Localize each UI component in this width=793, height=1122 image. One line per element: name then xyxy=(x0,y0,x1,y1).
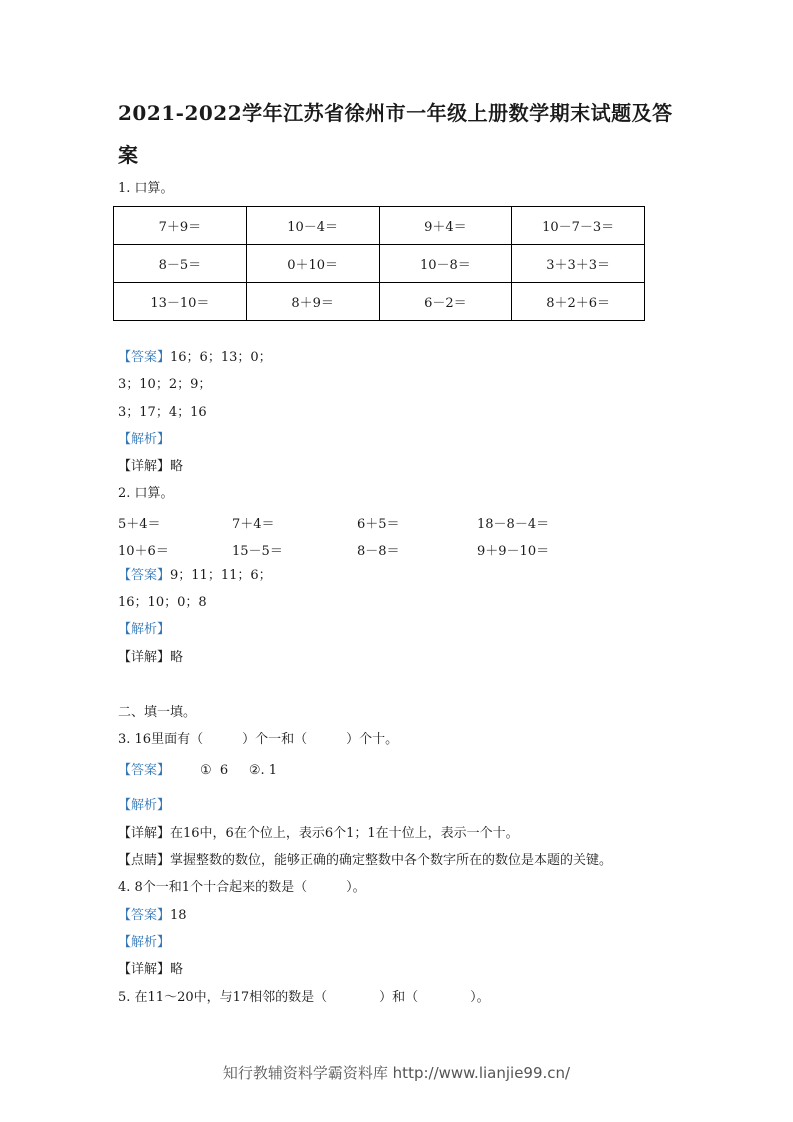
detail-tag: 【详解】 xyxy=(118,962,171,977)
q2-item: 6＋5＝ xyxy=(357,517,400,532)
detail-text: 略 xyxy=(170,650,184,665)
q1-answer xyxy=(118,349,272,367)
q3-prompt: 3. 16里面有（ ）个一和（ ）个十。 xyxy=(118,732,399,747)
q2-item: 7＋4＝ xyxy=(232,517,275,532)
answer-text: 9；11；11；6； xyxy=(170,568,272,583)
q2-item: 10＋6＝ xyxy=(118,544,169,559)
answer-tag: 【答案】 xyxy=(118,350,171,365)
table-cell: 8－5＝ xyxy=(114,245,247,283)
q4-detail xyxy=(118,961,183,979)
answer-tag: 【答案】 xyxy=(118,908,171,923)
table-cell: 10－4＝ xyxy=(246,207,379,245)
q5-prompt: 5. 在11～20中，与17相邻的数是（ ）和（ ）。 xyxy=(118,990,490,1005)
q4-prompt: 4. 8个一和1个十合起来的数是（ ）。 xyxy=(118,880,366,895)
q3-detail xyxy=(118,825,519,843)
table-cell: 10－8＝ xyxy=(379,245,512,283)
table-row xyxy=(114,245,645,283)
answer-tag: 【答案】 xyxy=(118,568,171,583)
detail-tag: 【详解】 xyxy=(118,650,171,665)
q3-answer xyxy=(118,762,277,780)
q2-analysis-tag: 【解析】 xyxy=(118,622,171,637)
table-cell: 6－2＝ xyxy=(379,283,512,321)
q2-detail xyxy=(118,649,183,667)
table-cell: 3＋3＋3＝ xyxy=(512,245,645,283)
answer-text: 18 xyxy=(170,908,187,923)
q4-answer xyxy=(118,907,187,925)
q2-item: 18－8－4＝ xyxy=(477,517,550,532)
table-cell: 9＋4＝ xyxy=(379,207,512,245)
answer-text: ① 6 ②. 1 xyxy=(200,763,278,778)
table-row xyxy=(114,207,645,245)
tip-text: 掌握整数的数位，能够正确的确定整数中各个数字所在的数位是本题的关键。 xyxy=(170,853,613,868)
detail-text: 略 xyxy=(170,459,184,474)
q2-answer-line-2: 16；10；0；8 xyxy=(118,595,207,610)
q2-answer xyxy=(118,567,272,585)
detail-text: 略 xyxy=(170,962,184,977)
table-cell: 10－7－3＝ xyxy=(512,207,645,245)
detail-text: 在16中，6在个位上，表示6个1；1在十位上，表示一个十。 xyxy=(170,826,519,841)
answer-tag: 【答案】 xyxy=(118,763,171,778)
document-title: 2021-2022学年江苏省徐州市一年级上册数学期末试题及答案 xyxy=(118,101,673,167)
q4-analysis-tag: 【解析】 xyxy=(118,935,171,950)
q1-answer-line-3: 3；17；4；16 xyxy=(118,405,207,420)
q1-prompt: 1. 口算。 xyxy=(118,181,174,196)
answer-text: 16；6；13；0； xyxy=(170,350,272,365)
q2-item: 15－5＝ xyxy=(232,544,283,559)
detail-tag: 【详解】 xyxy=(118,826,171,841)
q2-item: 5＋4＝ xyxy=(118,517,161,532)
table-cell: 13－10＝ xyxy=(114,283,247,321)
section-heading: 二、填一填。 xyxy=(118,705,197,720)
q2-item: 8－8＝ xyxy=(357,544,400,559)
table-cell: 8＋2＋6＝ xyxy=(512,283,645,321)
table-cell: 8＋9＝ xyxy=(246,283,379,321)
q3-analysis-tag: 【解析】 xyxy=(118,798,171,813)
table-cell: 0＋10＝ xyxy=(246,245,379,283)
table-row xyxy=(114,283,645,321)
q1-answer-line-2: 3；10；2；9； xyxy=(118,377,212,392)
footer-watermark: 知行教辅资料学霸资料库 http://www.lianjie99.cn/ xyxy=(222,1064,571,1082)
q1-analysis-tag: 【解析】 xyxy=(118,432,171,447)
detail-tag: 【详解】 xyxy=(118,459,171,474)
q2-prompt: 2. 口算。 xyxy=(118,486,174,501)
q1-detail xyxy=(118,458,183,476)
tip-tag: 【点睛】 xyxy=(118,853,171,868)
q1-calc-table xyxy=(113,206,645,321)
q3-tip xyxy=(118,852,612,870)
table-cell: 7＋9＝ xyxy=(114,207,247,245)
q2-item: 9＋9－10＝ xyxy=(477,544,550,559)
